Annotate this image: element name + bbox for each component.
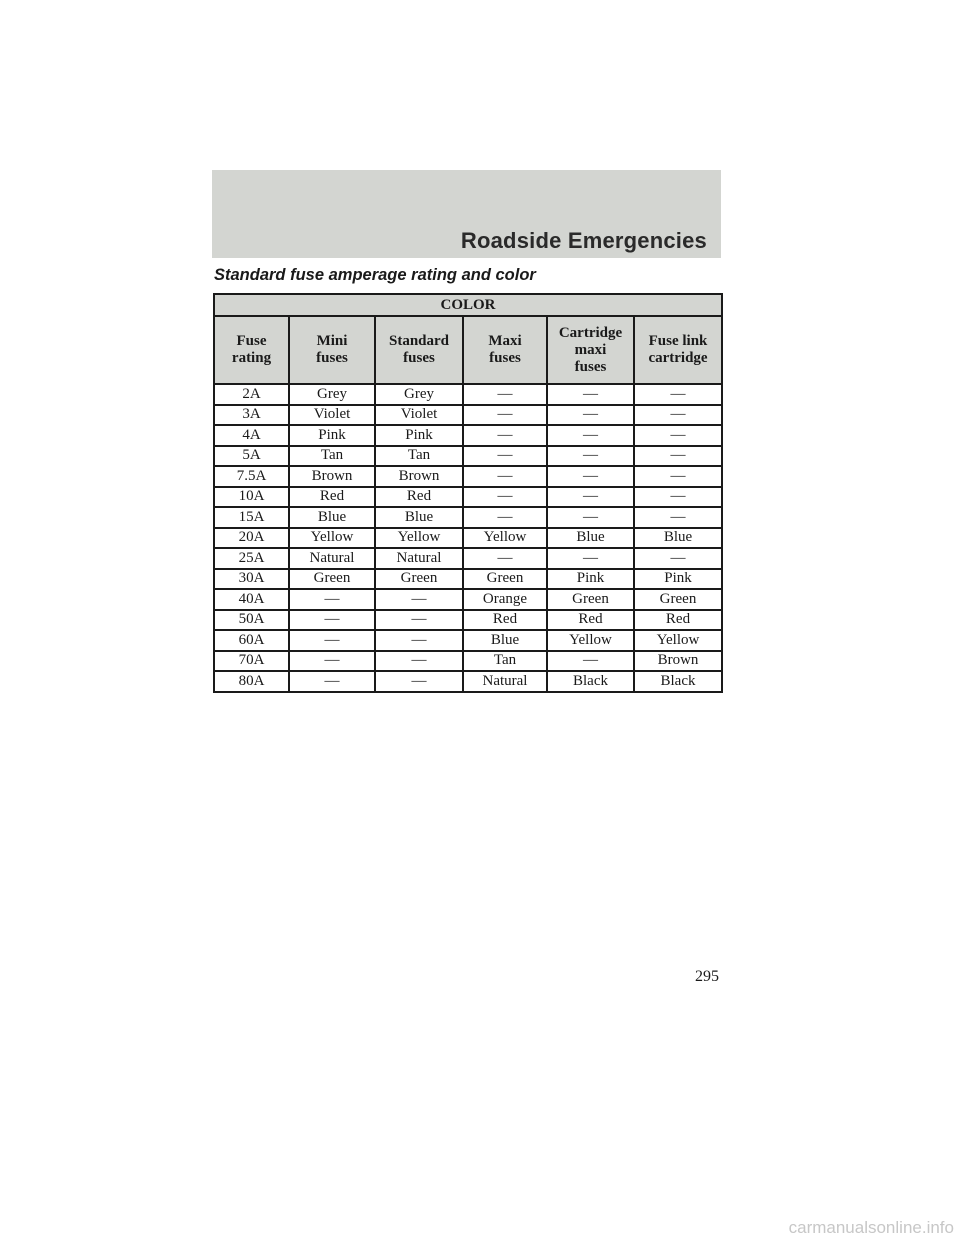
table-cell-cartridge-maxi-fuses: — [547, 405, 634, 426]
table-cell-cartridge-maxi-fuses: — [547, 487, 634, 508]
table-cell-maxi-fuses: Blue [463, 630, 547, 651]
table-group-header-row [214, 294, 722, 316]
table-cell-cartridge-maxi-fuses: — [547, 425, 634, 446]
table-row [214, 671, 722, 692]
table-cell-standard-fuses: Blue [375, 507, 463, 528]
table-cell-fuse-rating: 70A [214, 651, 289, 672]
table-cell-fuse-rating: 50A [214, 610, 289, 631]
table-cell-mini-fuses: — [289, 610, 375, 631]
table-cell-fuse-link-cartridge: — [634, 384, 722, 405]
table-cell-fuse-rating: 3A [214, 405, 289, 426]
table-cell-fuse-rating: 5A [214, 446, 289, 467]
table-row [214, 589, 722, 610]
table-cell-standard-fuses: — [375, 630, 463, 651]
table-row [214, 651, 722, 672]
table-cell-maxi-fuses: — [463, 548, 547, 569]
table-row [214, 384, 722, 405]
table-row [214, 405, 722, 426]
table-cell-maxi-fuses: — [463, 446, 547, 467]
column-header-maxi-fuses: Maxi fuses [463, 316, 547, 384]
table-cell-standard-fuses: — [375, 589, 463, 610]
table-cell-cartridge-maxi-fuses: — [547, 651, 634, 672]
table-cell-fuse-link-cartridge: — [634, 425, 722, 446]
table-cell-cartridge-maxi-fuses: Green [547, 589, 634, 610]
fuse-table [213, 293, 723, 693]
table-cell-maxi-fuses: Green [463, 569, 547, 590]
table-cell-maxi-fuses: — [463, 405, 547, 426]
table-row [214, 446, 722, 467]
table-cell-standard-fuses: Violet [375, 405, 463, 426]
column-header-standard-fuses: Standard fuses [375, 316, 463, 384]
table-row [214, 630, 722, 651]
table-cell-fuse-link-cartridge: Blue [634, 528, 722, 549]
table-cell-cartridge-maxi-fuses: Yellow [547, 630, 634, 651]
table-cell-mini-fuses: — [289, 651, 375, 672]
table-cell-fuse-link-cartridge: — [634, 405, 722, 426]
page-number: 295 [695, 968, 719, 985]
table-row [214, 569, 722, 590]
table-cell-fuse-link-cartridge: — [634, 507, 722, 528]
table-cell-fuse-link-cartridge: Brown [634, 651, 722, 672]
table-cell-mini-fuses: Tan [289, 446, 375, 467]
table-cell-mini-fuses: Natural [289, 548, 375, 569]
table-cell-standard-fuses: Yellow [375, 528, 463, 549]
table-cell-mini-fuses: — [289, 671, 375, 692]
table-cell-fuse-link-cartridge: Pink [634, 569, 722, 590]
table-cell-fuse-rating: 7.5A [214, 466, 289, 487]
table-row [214, 548, 722, 569]
table-cell-fuse-rating: 4A [214, 425, 289, 446]
column-header-mini-fuses: Mini fuses [289, 316, 375, 384]
table-cell-maxi-fuses: — [463, 384, 547, 405]
table-row [214, 507, 722, 528]
table-cell-cartridge-maxi-fuses: Blue [547, 528, 634, 549]
table-cell-mini-fuses: Violet [289, 405, 375, 426]
column-header-cartridge-maxi-fuses: Cartridge maxi fuses [547, 316, 634, 384]
table-cell-cartridge-maxi-fuses: — [547, 507, 634, 528]
table-cell-maxi-fuses: — [463, 487, 547, 508]
section-title: Roadside Emergencies [460, 228, 707, 253]
table-cell-cartridge-maxi-fuses: Black [547, 671, 634, 692]
table-cell-mini-fuses: Red [289, 487, 375, 508]
table-cell-fuse-link-cartridge: — [634, 466, 722, 487]
table-row [214, 610, 722, 631]
table-cell-fuse-link-cartridge: — [634, 548, 722, 569]
table-cell-standard-fuses: Brown [375, 466, 463, 487]
table-cell-fuse-rating: 20A [214, 528, 289, 549]
section-header-band [212, 170, 721, 258]
table-cell-cartridge-maxi-fuses: — [547, 548, 634, 569]
table-cell-mini-fuses: Brown [289, 466, 375, 487]
table-cell-fuse-link-cartridge: Black [634, 671, 722, 692]
table-cell-maxi-fuses: Orange [463, 589, 547, 610]
table-cell-standard-fuses: — [375, 671, 463, 692]
column-header-fuse-rating: Fuse rating [214, 316, 289, 384]
table-cell-fuse-rating: 40A [214, 589, 289, 610]
table-cell-fuse-rating: 80A [214, 671, 289, 692]
table-cell-mini-fuses: Green [289, 569, 375, 590]
table-row [214, 487, 722, 508]
table-cell-fuse-link-cartridge: Red [634, 610, 722, 631]
table-cell-standard-fuses: Green [375, 569, 463, 590]
table-cell-fuse-rating: 15A [214, 507, 289, 528]
column-header-fuse-link-cartridge: Fuse link cartridge [634, 316, 722, 384]
table-cell-fuse-link-cartridge: — [634, 446, 722, 467]
table-cell-maxi-fuses: — [463, 507, 547, 528]
table-cell-standard-fuses: Pink [375, 425, 463, 446]
table-cell-fuse-rating: 2A [214, 384, 289, 405]
table-cell-fuse-rating: 60A [214, 630, 289, 651]
table-cell-standard-fuses: — [375, 610, 463, 631]
table-cell-standard-fuses: Tan [375, 446, 463, 467]
table-cell-maxi-fuses: — [463, 466, 547, 487]
table-cell-cartridge-maxi-fuses: Red [547, 610, 634, 631]
table-cell-standard-fuses: Grey [375, 384, 463, 405]
table-cell-maxi-fuses: Yellow [463, 528, 547, 549]
table-cell-mini-fuses: Grey [289, 384, 375, 405]
table-cell-maxi-fuses: Red [463, 610, 547, 631]
watermark: carmanualsonline.info [788, 1218, 954, 1237]
table-cell-mini-fuses: Pink [289, 425, 375, 446]
table-cell-fuse-link-cartridge: Green [634, 589, 722, 610]
table-cell-mini-fuses: Blue [289, 507, 375, 528]
table-cell-mini-fuses: Yellow [289, 528, 375, 549]
table-cell-fuse-link-cartridge: — [634, 487, 722, 508]
table-cell-mini-fuses: — [289, 589, 375, 610]
table-cell-fuse-rating: 10A [214, 487, 289, 508]
color-group-header: COLOR [214, 294, 722, 316]
table-row [214, 425, 722, 446]
table-column-header-row [214, 316, 722, 384]
table-body [214, 384, 722, 692]
table-caption: Standard fuse amperage rating and color [214, 266, 536, 284]
table-cell-mini-fuses: — [289, 630, 375, 651]
table-cell-cartridge-maxi-fuses: Pink [547, 569, 634, 590]
table-cell-standard-fuses: — [375, 651, 463, 672]
table-cell-fuse-rating: 25A [214, 548, 289, 569]
table-cell-cartridge-maxi-fuses: — [547, 466, 634, 487]
table-cell-cartridge-maxi-fuses: — [547, 384, 634, 405]
table-cell-fuse-rating: 30A [214, 569, 289, 590]
table-cell-standard-fuses: Red [375, 487, 463, 508]
table-row [214, 528, 722, 549]
table-cell-fuse-link-cartridge: Yellow [634, 630, 722, 651]
table-cell-maxi-fuses: — [463, 425, 547, 446]
table-cell-cartridge-maxi-fuses: — [547, 446, 634, 467]
table-cell-maxi-fuses: Natural [463, 671, 547, 692]
table-cell-maxi-fuses: Tan [463, 651, 547, 672]
table-cell-standard-fuses: Natural [375, 548, 463, 569]
table-row [214, 466, 722, 487]
